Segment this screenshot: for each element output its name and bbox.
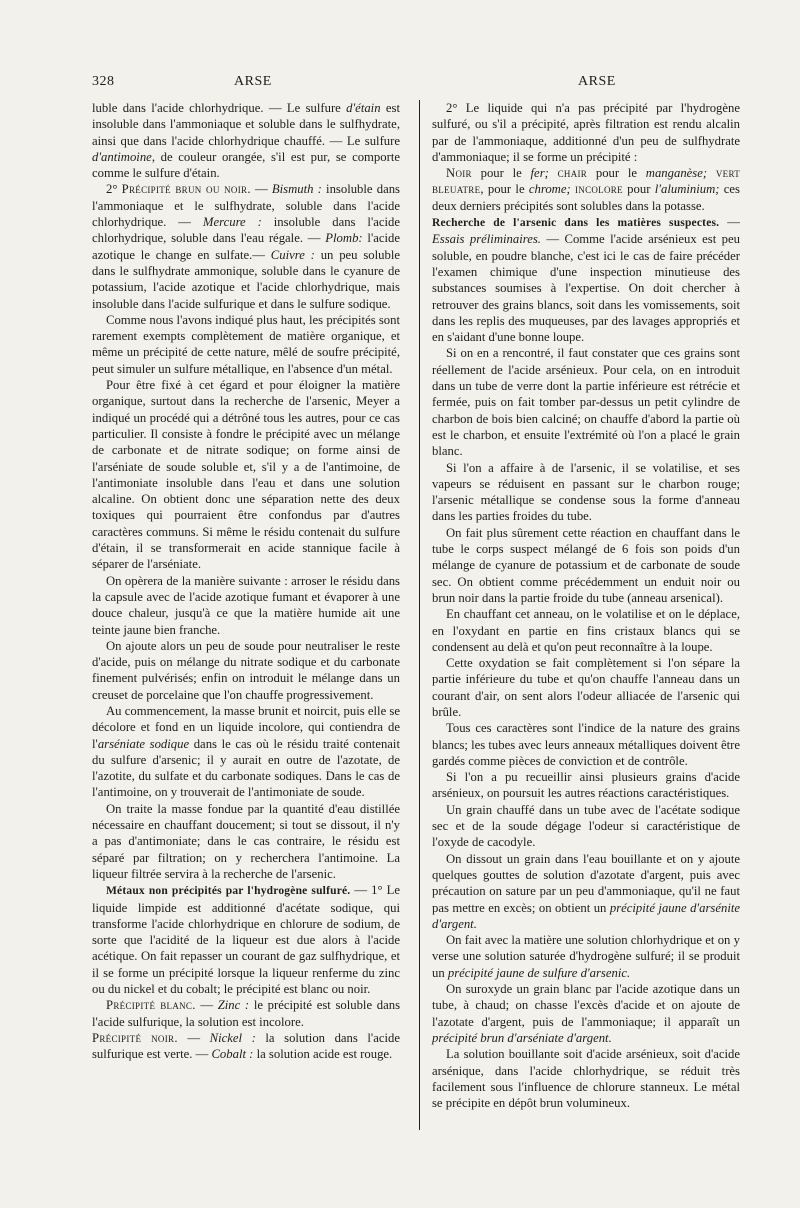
paragraph <box>92 703 400 801</box>
text-run <box>707 166 716 180</box>
section-heading: Recherche de l'arsenic dans les matières suspectes. <box>432 217 720 230</box>
text-run: 2° Le liquide qui n'a pas précipité par l'hydrogène sulfuré, ou s'il a précipité, après filtration est rendu alcalin par de l'ammoniaque, additionné d'un peu de sulfhydrate d'ammoniaque; il se forme un précipité : <box>432 101 740 164</box>
text-run: 2° <box>106 182 122 197</box>
left-running-title: ARSE <box>234 74 272 89</box>
text-run: dans le cas où le résidu traité contenait du sulfure d'arsenic; il y aurait en outre de l'azotate, de l'azotite, du sulfate et du carbonate sodiques. Dans le cas de l'antimoine, on y trouverait de l'antimoniate de soude. <box>92 736 400 800</box>
paragraph <box>432 655 740 720</box>
small-caps-run: chair <box>557 166 588 181</box>
paragraph <box>432 981 740 1046</box>
italic-run: fer; <box>530 166 549 181</box>
left-text-column <box>92 100 400 1063</box>
italic-run: Mercure : <box>202 215 262 230</box>
text-run: — <box>177 1030 210 1045</box>
text-run: Un grain chauffé dans un tube avec de l'acétate sodique sec et de la soude dégage l'odeur si caractéristique de l'oxyde de cacodyle. <box>432 802 740 850</box>
italic-run: Essais préliminaires. <box>432 232 541 247</box>
paragraph <box>92 100 400 181</box>
italic-run: manganèse; <box>645 166 708 181</box>
text-run: un peu soluble dans le sulfhydrate ammonique, soluble dans le cyanure de potassium, l'acide azotique et l'acide chlorhydrique, mais insoluble dans l'acide sulfurique et dans le sulfure sodique. <box>92 247 400 311</box>
paragraph <box>432 525 740 606</box>
paragraph <box>432 720 740 769</box>
italic-run: Nickel : <box>209 1030 256 1045</box>
paragraph <box>432 851 740 932</box>
text-run: On fait avec la matière une solution chlorhydrique et on y verse une solution saturée d'hydrogène sulfuré; il se produit un <box>432 933 740 980</box>
paragraph <box>92 573 400 638</box>
text-run: On suroxyde un grain blanc par l'acide azotique dans un tube, à chaud; on chasse l'excès d'acide et on ajoute de l'azotate d'argent, puis de l'ammoniaque; il apparaît un <box>432 982 740 1029</box>
right-running-title: ARSE <box>578 74 616 89</box>
italic-run: l'aluminium; <box>654 182 720 197</box>
text-run: , pour le <box>480 182 529 197</box>
text-run: Cette oxydation se fait complètement si l'on sépare la partie inférieure du tube et qu'on chauffe l'anneau dans un courant d'air, on sent alors l'odeur alliacée de l'arsenic qui brûle. <box>432 656 740 719</box>
paragraph <box>432 802 740 851</box>
text-run: pour le <box>587 166 646 181</box>
paragraph <box>432 460 740 525</box>
paragraph <box>432 345 740 459</box>
text-run: — <box>719 215 740 230</box>
text-run: On opèrera de la manière suivante : arroser le résidu dans la capsule avec de l'acide azotique fumant et évaporer à une douce chaleur, jusqu'à ce que la matière humide ait une teinte jaune bien franche. <box>92 573 400 637</box>
small-caps-run: Précipité noir. <box>92 1030 178 1045</box>
italic-run: chrome; <box>528 182 571 197</box>
paragraph <box>432 214 740 345</box>
text-run: — Comme l'acide arsénieux est peu soluble, en poudre blanche, c'est ici le cas de faire précéder l'examen chimique d'une inspection minutieuse des substances soumises à l'expertise. On doit chercher à retrouver des grains blancs, soit dans les vomissements, soit dans les replis des muqueuses, par des lavages appropriés et en s'aidant d'une bonne loupe. <box>432 232 740 345</box>
text-run: On fait plus sûrement cette réaction en chauffant dans le tube le corps suspect mélangé de 6 fois son poids d'un mélange de cyanure de potassium et de carbonate de soude sec. On obtient comme précédemment un enduit noir ou brun noir dans la partie froide du tube (anneau arsenical). <box>432 525 740 605</box>
small-caps-run: Noir <box>446 166 472 181</box>
paragraph <box>92 1030 400 1063</box>
paragraph <box>92 181 400 311</box>
text-run: Si l'on a affaire à de l'arsenic, il se volatilise, et ses vapeurs se réduisent en passant sur le charbon rouge; l'arsenic métallique se condense sous la forme d'anneau dans les parties froides du tube. <box>432 460 740 524</box>
text-run: est insoluble dans l'ammoniaque et soluble dans le sulfhydrate, ainsi que dans l'acide chlorhydrique chauffé. — Le sulfure <box>92 101 400 148</box>
paragraph <box>432 769 740 802</box>
paragraph <box>92 801 400 882</box>
italic-run: arséniate sodique <box>97 736 190 751</box>
paragraph <box>92 997 400 1030</box>
italic-run: précipité jaune d'arsénite d'argent. <box>432 900 741 931</box>
text-run: la solution acide est rouge. <box>253 1047 393 1062</box>
text-run: En chauffant cet anneau, on le volatilise et on le déplace, en l'oxydant en partie en fins cristaux blancs qui se condensent au delà et qu'on peut reconnaître à la loupe. <box>432 607 740 654</box>
paragraph <box>432 932 740 981</box>
text-run: Pour être fixé à cet égard et pour éloigner la matière organique, surtout dans la recherche de l'arsenic, Meyer a indiqué un procédé qui a détrôné tous les autres, pour ce cas particulier. Il consiste à fondre le précipité avec un mélange de carbonate et de nitrate sodique; on forme ainsi de l'arséniate de soude soluble et, s'il y a de l'antimoine, de l'antimoniate insoluble dans l'eau et dans une solution alcaline. On obtient donc une séparation nette des deux toxiques qui pourraient être confondus par d'autres caractères communs. Si même le résidu contenait du sulfure d'étain, il se transformerait en acide stannique facile à séparer de l'arséniate. <box>92 378 400 572</box>
small-caps-run: vert bleuatre <box>432 166 741 197</box>
small-caps-run: Précipité brun ou noir. <box>121 182 251 197</box>
italic-run: précipité brun d'arséniate d'argent. <box>432 1030 612 1045</box>
text-run: insoluble dans l'ammoniaque et le sulfhydrate, soluble dans l'acide chlorhydrique. — <box>92 182 400 230</box>
italic-run: précipité jaune de sulfure d'arsenic. <box>447 965 631 980</box>
text-run <box>549 166 558 180</box>
small-caps-run: Précipité blanc. <box>106 998 196 1013</box>
text-run: On traite la masse fondue par la quantité d'eau distillée nécessaire en chauffant doucement; si tout se dissout, il n'y a pas d'antimoniate; dans le cas contraire, le résidu est séparé par filtration; on y recherchera l'antimoine. La liqueur filtrée servira à la recherche de l'arsenic. <box>92 801 400 881</box>
paragraph <box>432 100 740 165</box>
paragraph <box>432 165 740 214</box>
paragraph <box>92 377 400 573</box>
text-run: pour le <box>471 166 531 181</box>
small-caps-run: incolore <box>574 182 623 197</box>
text-run: le précipité est soluble dans l'acide sulfurique, la solution est incolore. <box>92 998 401 1029</box>
italic-run: Bismuth : <box>271 182 322 197</box>
column-divider <box>419 100 420 1130</box>
text-run: Si l'on a pu recueillir ainsi plusieurs grains d'acide arsénieux, on poursuit les autres réactions caractéristiques. <box>432 770 740 801</box>
section-heading: Métaux non précipités par l'hydrogène sulfuré. <box>106 885 351 898</box>
paragraph <box>432 606 740 655</box>
right-text-column <box>432 100 740 1111</box>
text-run: — <box>195 998 218 1013</box>
text-run: — 1° Le liquide limpide est additionné d'acétate sodique, qui transforme l'acide chlorhydrique en chlorure de sodium, de sorte que l'acidité de la liqueur est due alors à l'acide acétique. On fait repasser un courant de gaz sulfhydrique, et il se forme un précipité lorsque la liqueur renferme du zinc ou du nickel et du cobalt; le précipité est blanc ou noir. <box>92 883 400 997</box>
text-run: la solution dans l'acide sulfurique est verte. — <box>92 1030 400 1062</box>
text-run: On dissout un grain dans l'eau bouillante et on y ajoute quelques gouttes de solution d'azotate d'argent, puis avec précaution on sature par un peu d'ammoniaque, qu'il ne faut pas mettre en excès; on obtient un <box>432 851 740 915</box>
italic-run: Zinc : <box>217 998 250 1013</box>
text-run: insoluble dans l'acide chlorhydrique, soluble dans l'eau régale. — <box>92 215 400 246</box>
text-run: luble dans l'acide chlorhydrique. — Le sulfure <box>92 101 347 115</box>
text-run: ces deux derniers précipités sont solubles dans la potasse. <box>432 182 740 213</box>
paragraph <box>432 1046 740 1111</box>
paragraph <box>92 882 400 997</box>
italic-run: Cuivre : <box>270 247 315 262</box>
text-run: — <box>250 182 272 197</box>
italic-run: d'étain <box>346 101 381 115</box>
text-run: Si on en a rencontré, il faut constater que ces grains sont réellement de l'acide arsénieux. Pour cela, on en introduit dans un tube de verre dont la partie inférieure est rétrécie et fermée, puis on fait tomber par-dessus un petit cylindre de charbon de bois bien calciné; on chauffe d'abord la partie où est le charbon, et ensuite l'extrémité où l'on a placé le grain blanc. <box>432 346 740 459</box>
text-run: Au commencement, la masse brunit et noircit, puis elle se décolore et fond en un liquide incolore, qui contiendra de l' <box>92 703 400 751</box>
italic-run: Plomb: <box>325 231 363 246</box>
text-run: , de couleur orangée, s'il est pur, se comporte comme le sulfure d'étain. <box>92 149 400 181</box>
text-run: Comme nous l'avons indiqué plus haut, les précipités sont rarement exempts complètement de matière organique, et même un précipité de cette nature, mêlé de soufre précipité, peut simuler un sulfure métallique, en l'absence d'un métal. <box>92 312 400 376</box>
paragraph <box>92 312 400 377</box>
paragraph <box>92 638 400 703</box>
text-run: On ajoute alors un peu de soude pour neutraliser le reste d'acide, puis on mélange du nitrate sodique et du carbonate finement pulvérisés; enfin on introduit le mélange dans un creuset de porcelaine que l'on chauffe progressivement. <box>92 638 400 702</box>
text-run: Tous ces caractères sont l'indice de la nature des grains blancs; les tubes avec leurs anneaux métalliques doivent être gardés comme pièces de conviction et de contrôle. <box>432 721 740 768</box>
italic-run: Cobalt : <box>211 1047 254 1062</box>
text-run: pour <box>622 182 655 197</box>
text-run: La solution bouillante soit d'acide arsénieux, soit d'acide arsénique, dans l'acide chlorhydrique, se réduit très facilement sous l'influence de chlorure stanneux. Le métal se précipite en dépôt brun volumineux. <box>432 1047 740 1111</box>
page-number: 328 <box>92 74 115 89</box>
text-run: l'acide azotique le change en sulfate.— <box>92 231 401 262</box>
italic-run: d'antimoine <box>92 149 152 164</box>
